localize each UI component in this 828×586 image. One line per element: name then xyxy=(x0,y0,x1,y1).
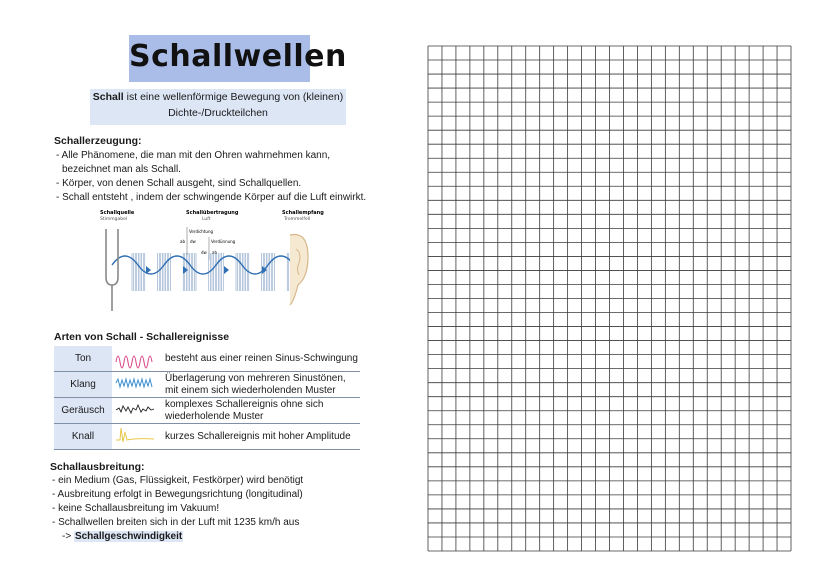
arrow-icon xyxy=(146,266,151,274)
arten-heading: Arten von Schall - Schallereignisse xyxy=(54,331,230,343)
erzeugung-line: - Schall entsteht , indem der schwingende Körper auf die Luft einwirkt. xyxy=(56,192,367,203)
erzeugung-line: - Körper, von denen Schall ausgeht, sind Schallquellen. xyxy=(56,178,302,189)
klang-wave-icon xyxy=(112,372,162,398)
definition-box xyxy=(90,89,346,125)
wavelength-left: ab xyxy=(180,239,185,244)
ausbreitung-conclusion xyxy=(62,531,183,542)
arrow-icon xyxy=(224,266,229,274)
definition-line2: Dichte-/Druckteilchen xyxy=(168,107,268,119)
density-lines xyxy=(132,253,289,291)
source-title: Schallquelle xyxy=(100,210,135,216)
sound-wave-diagram xyxy=(94,205,324,317)
source-sub: Stimmgabel xyxy=(100,217,128,222)
type-description: Überlagerung von mehreren Sinustönen, xyxy=(165,372,346,384)
type-description: mit einem sich wiederholenden Muster xyxy=(165,384,336,396)
type-description: komplexes Schallereignis ohne sich xyxy=(165,398,324,410)
rarefaction-label: Verdünnung xyxy=(211,239,236,244)
label-b1: dw xyxy=(201,250,207,255)
transfer-sub: Luft xyxy=(202,217,211,222)
type-name: Knall xyxy=(54,424,112,450)
erzeugung-heading: Schallerzeugung: xyxy=(54,135,142,147)
grid-paper xyxy=(428,46,791,551)
type-name: Klang xyxy=(54,372,112,398)
highlight-term: Schallgeschwindigkeit xyxy=(74,531,183,542)
ausbreitung-line: - Schallwellen breiten sich in der Luft mit 1235 km/h aus xyxy=(52,517,300,528)
type-name: Geräusch xyxy=(54,398,112,424)
grid-lines xyxy=(428,46,791,551)
definition-line1 xyxy=(90,89,346,105)
ausbreitung-line: - Ausbreitung erfolgt in Bewegungsrichtung (longitudinal) xyxy=(52,489,303,500)
tuning-fork-icon xyxy=(106,229,118,311)
knall-wave-icon xyxy=(112,424,162,450)
type-description: besteht aus einer reinen Sinus-Schwingung xyxy=(165,352,358,364)
ausbreitung-line: - ein Medium (Gas, Flüssigkeit, Festkörper) wird benötigt xyxy=(52,475,304,486)
receiver-sub: Trommelfell xyxy=(284,217,311,222)
table-row xyxy=(54,346,360,372)
definition-bold: Schall xyxy=(92,91,124,103)
definition-rest: ist eine wellenförmige Bewegung von (kleinen) xyxy=(123,91,344,103)
geraeusch-wave-icon xyxy=(112,398,162,424)
table-row xyxy=(54,424,360,450)
type-name: Ton xyxy=(54,346,112,372)
table-row xyxy=(54,398,360,424)
arrow-icon xyxy=(183,266,188,274)
sound-types-table xyxy=(54,346,360,450)
transfer-title: Schallübertragung xyxy=(186,210,239,216)
ausbreitung-heading: Schallausbreitung: xyxy=(50,461,145,473)
arrow-text: -> xyxy=(62,531,72,542)
type-description: kurzes Schallereignis mit hoher Amplitude xyxy=(165,430,351,442)
page-title: Schallwellen xyxy=(129,39,347,74)
type-description: wiederholende Muster xyxy=(165,410,264,422)
compression-label: Verdichtung xyxy=(189,229,214,234)
label-b2: ab xyxy=(212,250,217,255)
table-row xyxy=(54,372,360,398)
receiver-title: Schallempfang xyxy=(282,210,324,216)
ton-wave-icon xyxy=(112,346,162,372)
ear-icon xyxy=(290,234,308,305)
erzeugung-line: - Alle Phänomene, die man mit den Ohren wahrnehmen kann, xyxy=(56,150,331,161)
wavelength-right: dw xyxy=(190,239,196,244)
title-box xyxy=(129,35,347,82)
ausbreitung-line: - keine Schallausbreitung im Vakuum! xyxy=(52,503,220,514)
erzeugung-line: bezeichnet man als Schall. xyxy=(62,164,181,175)
wave-curve xyxy=(112,256,294,274)
